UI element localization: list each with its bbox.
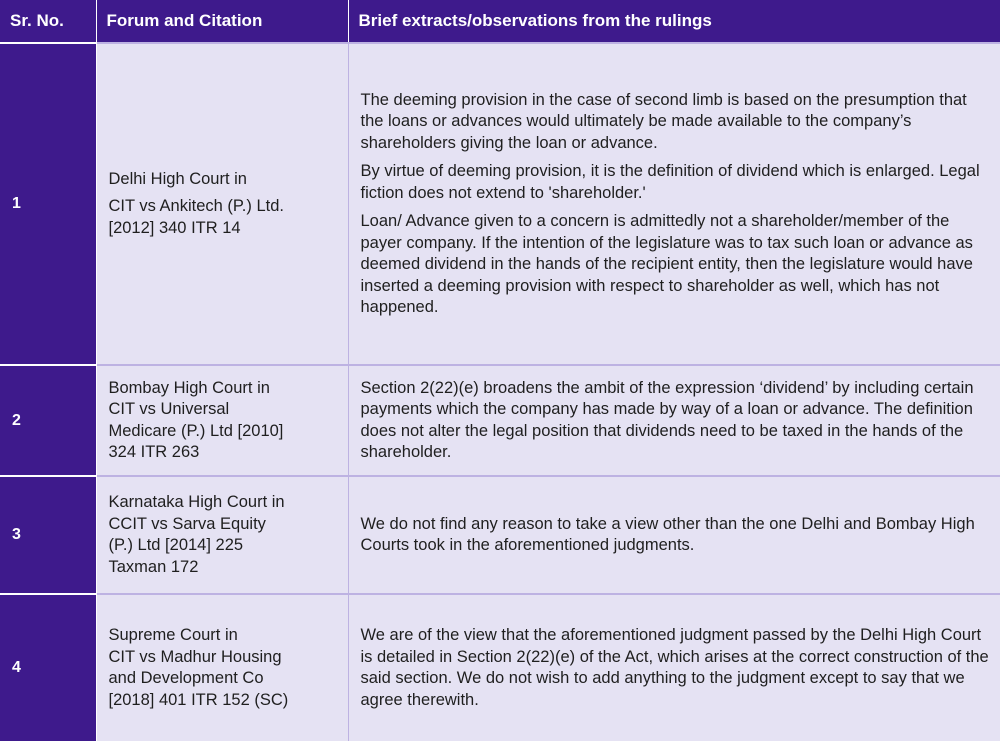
- sr-number: 2: [0, 365, 96, 476]
- forum-line: Karnataka High Court in: [108, 493, 285, 511]
- forum-citation: [96, 43, 348, 365]
- extract-paragraph: Section 2(22)(e) broadens the ambit of the expression ‘dividend’ by including certain payments which the company has made by way of a loan or advance. The definition does not alter the legal position that dividends need to be taxed in the hands of the shareholder.: [360, 378, 974, 461]
- table-row: [0, 476, 1000, 594]
- forum-line: CIT vs Madhur Housing: [108, 647, 282, 666]
- ruling-extract: [348, 43, 1000, 365]
- forum-line: 324 ITR 263: [108, 443, 200, 461]
- ruling-extract: [348, 476, 1000, 594]
- ruling-extract: [348, 594, 1000, 741]
- forum-line: and Development Co: [108, 669, 264, 687]
- ruling-extract: [348, 365, 1000, 476]
- sr-number: 3: [0, 476, 96, 594]
- forum-line: Bombay High Court in: [108, 378, 270, 397]
- header-row: [0, 0, 1000, 43]
- header-brief-extracts: Brief extracts/observations from the rulings: [348, 0, 1000, 43]
- sr-number: 1: [0, 43, 96, 365]
- forum-line: (P.) Ltd [2014] 225: [108, 536, 244, 554]
- forum-line: CIT vs Ankitech (P.) Ltd.: [108, 197, 284, 216]
- header-forum-citation: Forum and Citation: [96, 0, 348, 43]
- forum-line: Taxman 172: [108, 557, 199, 576]
- extract-paragraph: Loan/ Advance given to a concern is admittedly not a shareholder/member of the payer company. If the intention of the legislature was to tax such loan or advance as deemed dividend in the hands of the recipient entity, then the legislature would have inserted a deeming provision with respect to shareholder as well, which has not happened.: [360, 212, 973, 316]
- table-row: [0, 365, 1000, 476]
- extract-paragraph: We do not find any reason to take a view other than the one Delhi and Bombay High Courts took in the aforementioned judgments.: [360, 514, 975, 554]
- header-sr-no: Sr. No.: [0, 0, 96, 43]
- forum-citation: [96, 476, 348, 594]
- table-body: [0, 43, 1000, 741]
- forum-line: CCIT vs Sarva Equity: [108, 514, 266, 533]
- sr-number: 4: [0, 594, 96, 741]
- forum-line: Delhi High Court in: [108, 169, 247, 188]
- forum-line: Supreme Court in: [108, 626, 238, 644]
- extract-paragraph: The deeming provision in the case of second limb is based on the presumption that the loans or advances would ultimately be made available to the company’s shareholders giving the loan or advance.: [360, 90, 967, 152]
- forum-line: [2012] 340 ITR 14: [108, 218, 241, 237]
- forum-citation: [96, 365, 348, 476]
- forum-line: CIT vs Universal: [108, 400, 230, 418]
- forum-citation: [96, 594, 348, 741]
- extract-paragraph: By virtue of deeming provision, it is the definition of dividend which is enlarged. Legal fiction does not extend to 'shareholder.': [360, 162, 980, 202]
- extract-paragraph: We are of the view that the aforementioned judgment passed by the Delhi High Court is detailed in Section 2(22)(e) of the Act, which arises at the correct construction of the said section. We do not wish to add anything to the judgment except to say that we agree therewith.: [360, 626, 989, 709]
- table-row: [0, 594, 1000, 741]
- table-row: [0, 43, 1000, 365]
- table-header: [0, 0, 1000, 43]
- forum-line: Medicare (P.) Ltd [2010]: [108, 421, 284, 440]
- forum-line: [2018] 401 ITR 152 (SC): [108, 690, 289, 709]
